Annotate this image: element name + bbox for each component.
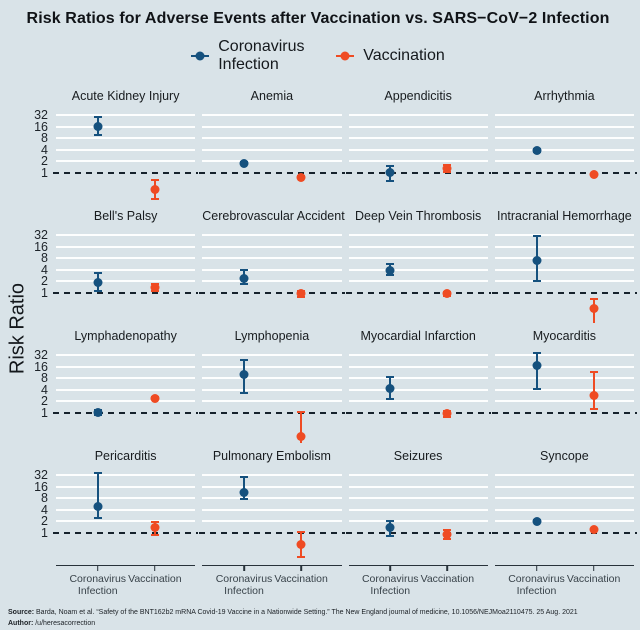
infection-point <box>532 256 541 265</box>
gutter-spacer <box>2 449 56 466</box>
vaccination-point <box>297 289 306 298</box>
gridline <box>56 137 195 139</box>
gridline <box>56 366 195 368</box>
infection-point <box>240 274 249 283</box>
reference-line-rr1 <box>346 172 491 174</box>
y-tick-label: 1 <box>41 406 48 420</box>
error-bar-cap-bottom <box>533 388 541 390</box>
vaccination-point <box>297 173 306 182</box>
error-bar-cap-top <box>590 298 598 300</box>
reference-line-rr1 <box>53 532 198 534</box>
source-text: Barda, Noam et al. “Safety of the BNT162b2 mRNA Covid-19 Vaccine in a Nationwide Setting.” The New England journal of medicine, 10.1056/NEJMoa2110475. 25 Aug. 2021 <box>34 609 578 616</box>
x-axis-label-vaccination: Vaccination <box>274 573 328 585</box>
y-axis-gutter <box>2 89 56 203</box>
x-axis-labels <box>202 573 341 601</box>
gridline <box>495 280 634 282</box>
gridline <box>349 126 488 128</box>
gridline <box>349 234 488 236</box>
x-axis-line <box>56 565 195 571</box>
infection-point <box>240 488 249 497</box>
facet-plot <box>56 346 195 443</box>
error-bar-cap-top <box>94 116 102 118</box>
facet-title: Myocarditis <box>532 329 596 343</box>
facet-plot <box>56 226 195 323</box>
reference-line-rr1 <box>199 412 344 414</box>
gridline <box>495 509 634 511</box>
legend-item-infection <box>191 38 310 74</box>
facet-plot <box>495 346 634 443</box>
error-bar-cap-bottom <box>94 134 102 136</box>
y-axis-ticks <box>2 106 56 203</box>
gridline <box>56 269 195 271</box>
facet-title: Myocardial Infarction <box>360 329 476 343</box>
vaccination-point <box>297 432 306 441</box>
x-axis-tick <box>300 566 302 571</box>
x-axis-labels <box>495 573 634 601</box>
gridline <box>495 377 634 379</box>
y-tick-label: 4 <box>41 502 48 517</box>
y-tick-label: 32 <box>34 108 48 122</box>
gridline <box>56 486 195 488</box>
error-bar-cap-bottom <box>386 398 394 400</box>
reference-line-rr1 <box>199 292 344 294</box>
vaccination-point <box>150 523 159 532</box>
x-axis-tick <box>243 566 245 571</box>
y-axis-gutter <box>2 329 56 443</box>
gridline <box>349 149 488 151</box>
facet-plot <box>495 106 634 203</box>
facet-title: Bell's Palsy <box>93 209 158 223</box>
gridline <box>495 160 634 162</box>
error-bar-cap-bottom <box>240 283 248 285</box>
gridline <box>495 257 634 259</box>
infection-point <box>386 168 395 177</box>
gridline <box>349 389 488 391</box>
gridline <box>495 126 634 128</box>
gridline <box>202 160 341 162</box>
gridline <box>349 366 488 368</box>
error-bar-cap-bottom <box>151 534 159 536</box>
gridline <box>56 354 195 356</box>
error-bar <box>97 472 99 519</box>
error-bar-cap-top <box>240 269 248 271</box>
facet-title: Anemia <box>250 89 294 103</box>
facet-plot <box>349 466 488 563</box>
facet-anemia <box>202 89 341 203</box>
y-axis-title: Risk Ratio <box>6 282 29 375</box>
facet-title: Syncope <box>540 449 589 463</box>
error-bar-cap-top <box>151 521 159 523</box>
y-tick-label: 8 <box>41 131 48 146</box>
reference-line-rr1 <box>53 172 198 174</box>
error-bar-cap-top <box>297 531 305 533</box>
facet-plot <box>56 106 195 203</box>
error-bar-cap-bottom <box>151 198 159 200</box>
infection-point <box>532 146 541 155</box>
x-axis-tick <box>447 566 449 571</box>
gridline <box>495 114 634 116</box>
gridline <box>202 149 341 151</box>
gridline <box>202 486 341 488</box>
x-axis-label-vaccination: Vaccination <box>128 573 182 585</box>
error-bar-cap-bottom <box>94 517 102 519</box>
gridline <box>495 497 634 499</box>
gridline <box>202 280 341 282</box>
vaccination-point <box>443 289 452 298</box>
gridline <box>202 366 341 368</box>
facet-syncope <box>495 449 634 601</box>
vaccination-point <box>150 185 159 194</box>
facet-deep-vein-thrombosis <box>349 209 488 323</box>
gridline <box>56 520 195 522</box>
gridline <box>349 137 488 139</box>
y-tick-label: 8 <box>41 371 48 386</box>
facet-plot <box>56 466 195 563</box>
error-bar-cap-bottom <box>386 535 394 537</box>
error-bar-cap-top <box>297 411 305 413</box>
infection-point <box>93 408 102 417</box>
gridline <box>349 497 488 499</box>
gridline <box>56 474 195 476</box>
gridline <box>56 497 195 499</box>
infection-point <box>240 159 249 168</box>
x-axis-labels <box>56 573 195 601</box>
legend-label-vaccination: Vaccination <box>363 47 445 65</box>
gridline <box>56 149 195 151</box>
infection-point <box>386 266 395 275</box>
facet-plot <box>349 226 488 323</box>
facet-seizures <box>349 449 488 601</box>
gridline <box>495 474 634 476</box>
vaccination-point <box>297 540 306 549</box>
gridline <box>56 114 195 116</box>
infection-point <box>386 523 395 532</box>
vaccination-point <box>589 391 598 400</box>
x-axis-tick <box>389 566 391 571</box>
vaccination-point <box>589 170 598 179</box>
facet-title: Cerebrovascular Accident <box>202 209 345 223</box>
reference-line-rr1 <box>199 532 344 534</box>
gridline <box>495 366 634 368</box>
reference-line-rr1 <box>492 532 637 534</box>
gridline <box>349 246 488 248</box>
vaccination-point <box>589 304 598 313</box>
author-label: Author: <box>8 619 34 627</box>
facet-lymphopenia <box>202 329 341 443</box>
vaccination-legend-marker-icon <box>336 55 354 57</box>
y-axis-ticks <box>2 346 56 443</box>
vaccination-point <box>443 409 452 418</box>
facet-bell-s-palsy <box>56 209 195 323</box>
y-tick-label: 32 <box>34 468 48 482</box>
error-bar-cap-top <box>94 272 102 274</box>
infection-point <box>386 384 395 393</box>
error-bar-cap-bottom <box>240 392 248 394</box>
y-tick-label: 2 <box>41 394 48 409</box>
gridline <box>202 474 341 476</box>
gridline <box>349 280 488 282</box>
y-tick-label: 16 <box>34 479 48 494</box>
reference-line-rr1 <box>492 292 637 294</box>
reference-line-rr1 <box>492 172 637 174</box>
error-bar-cap-top <box>533 352 541 354</box>
legend-item-vaccination <box>336 47 445 65</box>
gridline <box>495 354 634 356</box>
gridline <box>202 400 341 402</box>
legend <box>2 37 634 75</box>
facet-title: Acute Kidney Injury <box>71 89 180 103</box>
y-tick-label: 4 <box>41 382 48 397</box>
gridline <box>202 377 341 379</box>
error-bar-cap-bottom <box>297 556 305 558</box>
gridline <box>349 400 488 402</box>
gridline <box>349 474 488 476</box>
y-tick-label: 8 <box>41 491 48 506</box>
gridline <box>56 246 195 248</box>
gridline <box>56 126 195 128</box>
facet-row <box>2 329 634 443</box>
gridline <box>495 389 634 391</box>
error-bar-cap-top <box>386 520 394 522</box>
reference-line-rr1 <box>346 292 491 294</box>
gridline <box>56 160 195 162</box>
gridline <box>495 400 634 402</box>
gutter-spacer <box>2 89 56 106</box>
gridline <box>349 486 488 488</box>
facet-row <box>2 89 634 203</box>
y-tick-label: 16 <box>34 239 48 254</box>
x-axis-line <box>495 565 634 571</box>
facet-cerebrovascular-accident <box>202 209 345 323</box>
y-tick-label: 4 <box>41 262 48 277</box>
infection-point <box>93 122 102 131</box>
gridline <box>56 389 195 391</box>
y-tick-label: 1 <box>41 286 48 300</box>
facet-pulmonary-embolism <box>202 449 341 601</box>
gridline <box>202 114 341 116</box>
gridline <box>349 257 488 259</box>
x-axis-tick <box>536 566 538 571</box>
facet-myocardial-infarction <box>349 329 488 443</box>
x-axis-tick <box>97 566 99 571</box>
chart-title: Risk Ratios for Adverse Events after Vaccination vs. SARS−CoV−2 Infection <box>26 10 610 27</box>
facet-title: Lymphopenia <box>234 329 310 343</box>
facet-arrhythmia <box>495 89 634 203</box>
legend-label-infection: Coronavirus Infection <box>218 38 305 73</box>
error-bar-cap-bottom <box>590 408 598 410</box>
y-tick-label: 32 <box>34 228 48 242</box>
reference-line-rr1 <box>346 412 491 414</box>
facet-plot <box>349 346 488 443</box>
infection-point <box>532 517 541 526</box>
gridline <box>495 520 634 522</box>
facet-pericarditis <box>56 449 195 601</box>
y-tick-label: 2 <box>41 514 48 529</box>
x-axis-tick <box>154 566 156 571</box>
gridline <box>202 257 341 259</box>
y-tick-label: 16 <box>34 359 48 374</box>
infection-point <box>532 361 541 370</box>
facet-title: Intracranial Hemorrhage <box>496 209 632 223</box>
y-tick-label: 16 <box>34 119 48 134</box>
source-line <box>8 608 634 619</box>
source-label: Source: <box>8 609 35 616</box>
author-line <box>8 619 634 630</box>
gridline <box>349 377 488 379</box>
facet-row <box>2 449 634 601</box>
gridline <box>202 497 341 499</box>
facet-plot <box>202 466 341 563</box>
error-bar-cap-top <box>151 179 159 181</box>
gridline <box>56 377 195 379</box>
infection-legend-marker-icon <box>191 55 209 57</box>
y-tick-label: 8 <box>41 251 48 266</box>
gridline <box>349 160 488 162</box>
reference-line-rr1 <box>199 172 344 174</box>
vaccination-point <box>589 525 598 534</box>
infection-point <box>93 502 102 511</box>
gridline <box>202 137 341 139</box>
gridline <box>495 137 634 139</box>
error-bar-cap-bottom <box>94 290 102 292</box>
gridline <box>56 400 195 402</box>
y-tick-label: 1 <box>41 526 48 540</box>
error-bar-cap-top <box>590 371 598 373</box>
vaccination-point <box>150 283 159 292</box>
facet-appendicitis <box>349 89 488 203</box>
facet-title: Pericarditis <box>94 449 157 463</box>
vaccination-point <box>150 394 159 403</box>
gridline <box>202 389 341 391</box>
gridline <box>495 269 634 271</box>
gridline <box>495 246 634 248</box>
infection-point <box>93 278 102 287</box>
x-axis-tick <box>593 566 595 571</box>
facet-myocarditis <box>495 329 634 443</box>
error-bar <box>536 352 538 390</box>
vaccination-point <box>443 530 452 539</box>
y-tick-label: 4 <box>41 142 48 157</box>
gridline <box>56 509 195 511</box>
y-axis-ticks <box>2 226 56 323</box>
error-bar-cap-top <box>94 472 102 474</box>
gridline <box>202 126 341 128</box>
x-axis-line <box>349 565 488 571</box>
gridline <box>349 269 488 271</box>
infection-point <box>240 370 249 379</box>
gridline <box>349 114 488 116</box>
caption <box>2 608 634 629</box>
error-bar-cap-bottom <box>533 280 541 282</box>
reference-line-rr1 <box>492 412 637 414</box>
gridline <box>202 520 341 522</box>
facet-title: Appendicitis <box>384 89 452 103</box>
error-bar-cap-top <box>386 165 394 167</box>
x-axis-label-infection: Coronavirus Infection <box>69 573 127 598</box>
facet-plot <box>349 106 488 203</box>
x-axis-labels <box>349 573 488 601</box>
gridline <box>202 246 341 248</box>
x-axis-label-infection: Coronavirus Infection <box>508 573 565 598</box>
gridline <box>349 520 488 522</box>
facet-title: Deep Vein Thrombosis <box>355 209 482 223</box>
facet-plot <box>495 466 634 563</box>
facet-plot <box>202 346 341 443</box>
x-axis-label-vaccination: Vaccination <box>420 573 475 585</box>
x-axis-line <box>202 565 341 571</box>
facet-intracranial-hemorrhage <box>495 209 634 323</box>
gridline <box>56 257 195 259</box>
gridline <box>349 509 488 511</box>
vaccination-point <box>443 164 452 173</box>
reference-line-rr1 <box>346 532 491 534</box>
y-tick-label: 2 <box>41 154 48 169</box>
gridline <box>202 354 341 356</box>
gridline <box>495 149 634 151</box>
error-bar-cap-top <box>240 359 248 361</box>
facet-acute-kidney-injury <box>56 89 195 203</box>
gridline <box>349 354 488 356</box>
gridline <box>202 269 341 271</box>
gridline <box>495 234 634 236</box>
error-bar-cap-top <box>386 376 394 378</box>
y-tick-label: 2 <box>41 274 48 289</box>
gridline <box>56 280 195 282</box>
y-tick-label: 32 <box>34 348 48 362</box>
gutter-spacer <box>2 209 56 226</box>
error-bar-cap-bottom <box>240 498 248 500</box>
gridline <box>495 486 634 488</box>
facet-title: Lymphadenopathy <box>74 329 177 343</box>
error-bar-cap-top <box>240 476 248 478</box>
gridline <box>56 234 195 236</box>
error-bar-cap-bottom <box>386 180 394 182</box>
facet-row <box>2 209 634 323</box>
y-tick-label: 1 <box>41 166 48 180</box>
reference-line-rr1 <box>53 412 198 414</box>
x-axis-label-infection: Coronavirus Infection <box>361 573 419 598</box>
y-axis-ticks <box>2 466 56 563</box>
facet-title: Arrhythmia <box>534 89 595 103</box>
y-axis-gutter <box>2 209 56 323</box>
x-axis-label-vaccination: Vaccination <box>566 573 621 585</box>
author-text: /u/heresacorrection <box>33 619 96 627</box>
facet-grid <box>2 89 634 601</box>
facet-plot <box>202 226 341 323</box>
facet-plot <box>495 226 634 323</box>
gridline <box>202 509 341 511</box>
facet-lymphadenopathy <box>56 329 195 443</box>
x-axis-label-infection: Coronavirus Infection <box>215 573 273 598</box>
gridline <box>202 234 341 236</box>
facet-plot <box>202 106 341 203</box>
facet-title: Seizures <box>393 449 443 463</box>
error-bar-cap-top <box>533 235 541 237</box>
y-axis-gutter <box>2 449 56 601</box>
reference-line-rr1 <box>53 292 198 294</box>
facet-title: Pulmonary Embolism <box>212 449 331 463</box>
